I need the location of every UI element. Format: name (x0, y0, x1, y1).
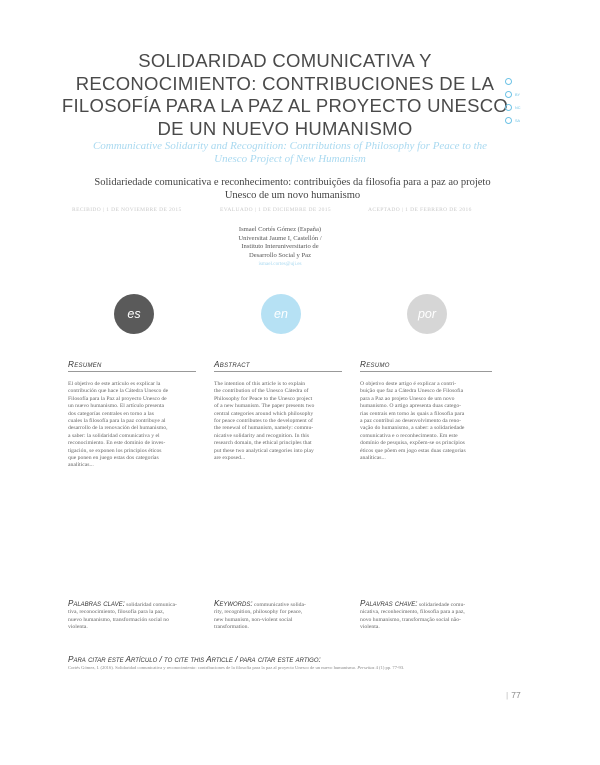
keywords-text: solidariedade comu- (417, 602, 466, 608)
language-code: en (274, 307, 288, 321)
keywords-line: nuevo humanismo, transformación social no (68, 616, 169, 623)
abstract-en-body (214, 381, 342, 462)
keywords-line: tiva, reconocimiento, filosofía para la paz, (68, 609, 165, 616)
author-block (215, 226, 345, 269)
keywords-line: new humanism, non-violent social (214, 616, 293, 623)
keywords-line: rity, recognition, philosophy for peace, (214, 609, 303, 616)
abstract-es-heading: Resumen (68, 360, 196, 372)
abstract-line: of a new humanism. The paper presents two (214, 403, 315, 410)
keywords-line: violenta. (68, 624, 88, 631)
keywords-line: transformation. (214, 624, 249, 631)
keywords-es (68, 600, 200, 632)
language-code: por (417, 307, 437, 321)
author-affiliation: Universitat Jaume I, Castellón / (238, 234, 322, 242)
english-title-line: Unesco Project of New Humanism (214, 152, 366, 165)
abstract-es (68, 360, 196, 470)
abstract-line: humanismo. O artigo apresenta duas catego- (360, 403, 462, 410)
received-date: RECIBIDO | 1 DE NOVIEMBRE DE 2015 (72, 207, 182, 213)
abstract-line: for peace contributes to the development of (214, 418, 313, 425)
keywords-line: violenta. (360, 624, 380, 631)
accepted-date: ACEPTADO | 1 DE FEBRERO DE 2016 (368, 207, 472, 213)
abstract-line: comunicativa e o reconhecimento. Em este (360, 432, 458, 439)
author-email[interactable]: ismael.cortes@uji.es (258, 261, 302, 268)
abstract-line: a paz contribui ao desenvolvimento da reno- (360, 418, 462, 425)
title-line: DE UN NUEVO HUMANISMO (157, 117, 413, 139)
abstract-line: the renewal of humanism, namely: commu- (214, 425, 314, 432)
abstract-line: research domain, the ethical principles that (214, 440, 312, 447)
abstract-line: The intention of this article is to explain (214, 381, 306, 387)
license-label: NC (515, 105, 521, 110)
english-title-line: Communicative Solidarity and Recognition: Contributions of Philosophy for Peace to the (92, 140, 488, 152)
abstract-line: nicative solidarity and recognition. In this (214, 432, 310, 439)
evaluated-date: EVALUADO | 1 DE DICIEMBRE DE 2015 (220, 207, 332, 213)
page-number: | 77 (506, 690, 521, 700)
language-pt-circle[interactable] (407, 294, 447, 334)
abstract-en (214, 360, 342, 462)
author-name: Ismael Cortés Gómez (España) (238, 226, 322, 233)
abstract-line: put these two analytical categories into play (214, 447, 314, 454)
abstract-line: analíticas... (68, 462, 94, 469)
abstract-line: reconocimiento. En este dominio de inves- (68, 440, 166, 447)
keywords-line: nicativa, reconhecimento, filosofia para a paz, (360, 609, 465, 616)
abstract-line: Philosophy for Peace to the Unesco project (214, 395, 313, 402)
abstract-line: El objetivo de este artículo es explicar la (68, 381, 161, 387)
keywords-line: novo humanismo, transformação social não- (360, 616, 461, 623)
portuguese-title-line: Solidariedade comunicativa e reconhecimento: contribuições da filosofia para a paz ao projeto (94, 177, 491, 188)
abstract-line: vação do humanismo, a saber: a solidariedade (360, 425, 465, 432)
keywords-pt (360, 600, 492, 632)
abstract-es-body (68, 381, 196, 470)
citation-reference: Cortés Gómez, I. (2016). Solidaridad comunicativa y reconocimiento: contribuciones de la filosofía para la paz al proyecto Unesco de un nuevo humanismo. (68, 665, 357, 670)
attribution-icon (505, 88, 545, 101)
abstract-line: a saber: la solidaridad comunicativa y el (68, 432, 160, 439)
abstract-line: cuales la filosofía para la paz contribuye al (68, 418, 166, 425)
page-number-value: 77 (511, 690, 521, 700)
citation-journal: Perseitas (357, 665, 375, 670)
cc-icon (505, 75, 545, 88)
keywords-es-label: Palabras clave: (68, 599, 125, 608)
language-code: es (127, 307, 141, 321)
abstract-line: analíticas... (360, 455, 386, 462)
abstract-line: buição que faz a Cátedra Unesco de Filosofia (360, 388, 464, 395)
keywords-en (214, 600, 346, 632)
keywords-text: solidaridad comunica- (124, 602, 177, 608)
license-label: SA (515, 118, 521, 123)
abstract-line: desarrollo de la renovación del humanismo, (68, 425, 168, 432)
license-icons (505, 75, 545, 127)
abstract-pt-heading: Resumo (360, 360, 492, 372)
title-line: FILOSOFÍA PARA LA PAZ AL PROYECTO UNESCO (61, 95, 509, 116)
abstract-line: contribución que hace la Cátedra Unesco de (68, 388, 169, 395)
abstract-line: dos categorías centrales en torno a las (68, 410, 154, 417)
keywords-pt-label: Palavras chave: (360, 599, 418, 608)
license-label: BY (515, 92, 521, 97)
abstract-line: rias centrais em torno às quais a filosofia para (360, 410, 465, 417)
author-affiliation: Desarrollo Social y Paz (248, 251, 312, 259)
abstract-line: tigación, se exponen los principios éticos (68, 447, 162, 454)
portuguese-title (60, 177, 525, 202)
portuguese-title-line: Unesco de um novo humanismo (224, 189, 361, 201)
title-line: RECONOCIMIENTO: CONTRIBUCIONES DE LA (75, 72, 495, 94)
keywords-en-label: Keywords: (214, 599, 253, 608)
abstract-line: para a Paz ao projeto Unesco de um novo (360, 395, 455, 402)
abstract-en-heading: Abstract (214, 360, 342, 372)
language-en-circle[interactable] (261, 294, 301, 334)
english-title (70, 140, 510, 165)
abstract-line: un nuevo humanismo. El artículo presenta (68, 403, 165, 410)
article-title (60, 50, 510, 140)
citation-heading: Para citar este Artículo / to cite this Article / para citar este artigo: (68, 655, 321, 664)
citation-text (68, 665, 528, 671)
abstract-line: Filosofía para la Paz al proyecto Unesco de (68, 395, 167, 402)
language-es-circle[interactable] (114, 294, 154, 334)
non-commercial-icon (505, 101, 545, 114)
abstract-line: éticos que põem em jogo estas duas categorias (360, 447, 466, 454)
abstract-line: domínio de pesquisa, expõem-se os princípios (360, 440, 465, 447)
abstract-pt-body (360, 381, 492, 462)
citation-details: 4 (1) pp. 77-93. (375, 665, 405, 670)
abstract-line: central categories around which philosophy (214, 410, 314, 417)
abstract-line: the contribution of the Unesco Cátedra of (214, 388, 309, 395)
abstract-line: O objetivo deste artigo é explicar a contri- (360, 381, 457, 387)
keywords-text: communicative solida- (252, 602, 306, 608)
abstract-pt (360, 360, 492, 462)
title-line: SOLIDARIDAD COMUNICATIVA Y (138, 50, 432, 71)
abstract-line: que ponen en juego estas dos categorías (68, 455, 159, 462)
share-alike-icon (505, 114, 545, 127)
abstract-line: are exposed... (214, 455, 246, 462)
author-affiliation: Instituto Interuniversitario de (241, 243, 319, 251)
